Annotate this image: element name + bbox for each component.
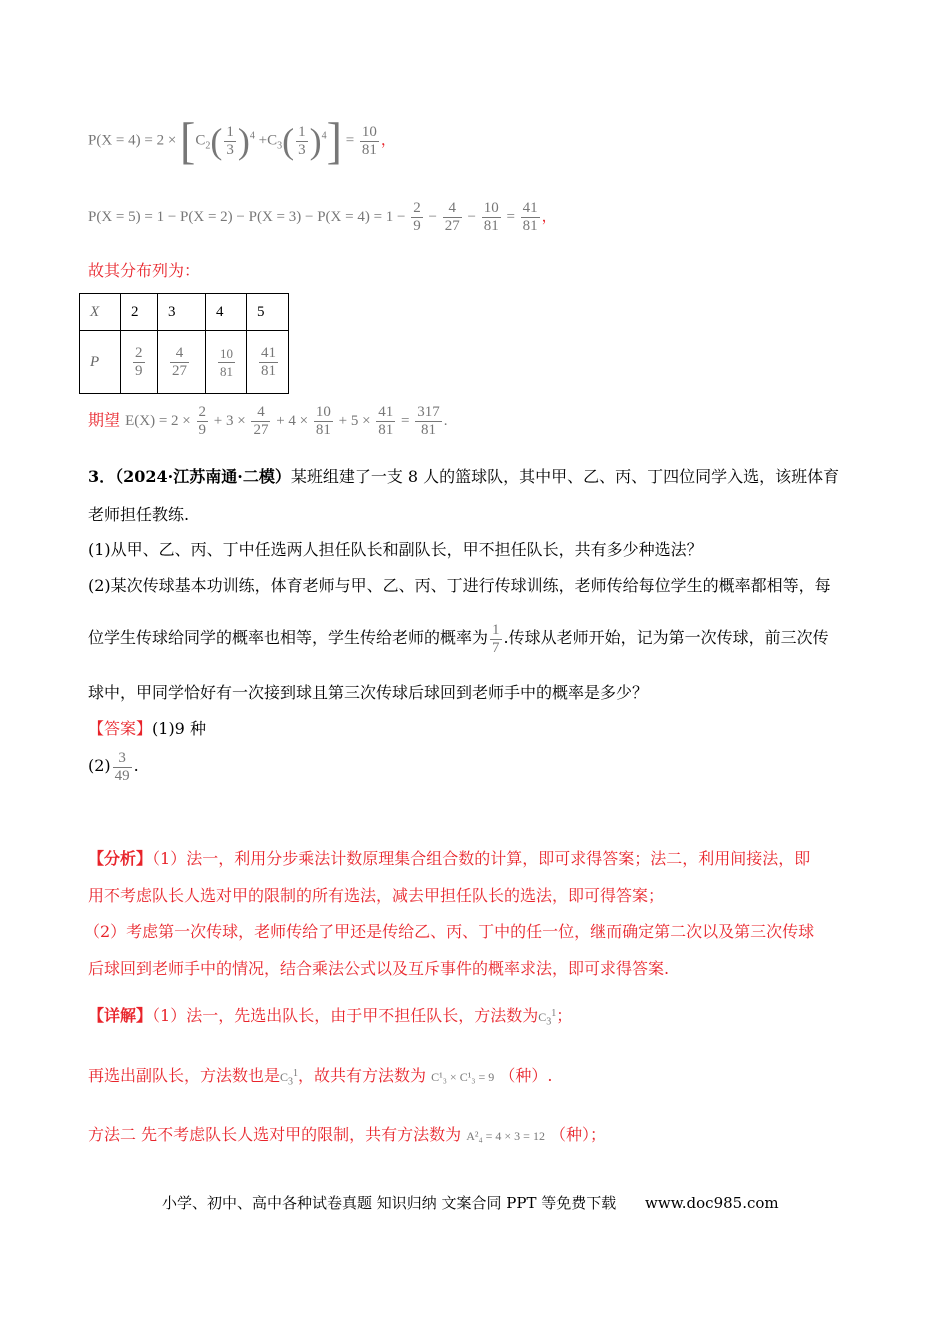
distribution-table xyxy=(79,293,289,394)
problem-q1: (1)从甲、乙、丙、丁中任选两人担任队长和副队长，甲不担任队长，共有多少种选法？ xyxy=(88,540,703,559)
problem-line-1: 3．（2024·江苏南通·二模）某班组建了一支 8 人的篮球队，其中甲、乙、丙、丁四位同学入选，该班体育 xyxy=(88,467,840,486)
table-header-cell: 4 xyxy=(206,294,247,331)
problem-line-2: 老师担任教练. xyxy=(88,505,190,524)
formula-px5: P(X = 5) = 1 − P(X = 2) − P(X = 3) − P(X = 4) = 1 − $\frac{2}{9}$ − $\frac{4}{27}$ − $\frac{10}{81}$ = $\frac{41}{81}$ ， xyxy=(88,200,557,234)
prob-cell: $\frac{2}{9}$ xyxy=(121,331,158,394)
footer xyxy=(162,1192,779,1213)
footer-link[interactable]: www.doc985.com xyxy=(645,1194,779,1212)
footer-text: 小学、初中、高中各种试卷真题 知识归纳 文案合同 PPT 等免费下载 xyxy=(162,1194,617,1212)
formula-px4: $P(X = 4) = 2 \times [C_2$( $\frac{1}{3}$ )$^4 +C_3$( $\frac{1}{3}$ )$^4$] = $\frac{10}{81}$ ， xyxy=(88,112,396,169)
table-header-x: X xyxy=(80,294,121,331)
problem-q2-line3: 球中，甲同学恰好有一次接到球且第三次传球后球回到老师手中的概率是多少？ xyxy=(88,683,649,702)
dist-intro: 故其分布列为： xyxy=(88,261,201,280)
prob-cell: $\frac{10}{81}$ xyxy=(206,331,247,394)
table-row-label-p: P xyxy=(80,331,121,394)
problem-q2-line2: 位学生传球给同学的概率也相等，学生传给老师的概率为 $\frac{1}{7}$ .传球从老师开始，记为第一次传球，前三次传 xyxy=(88,622,829,656)
answer-line-1: 【答案】(1)9 种 xyxy=(88,719,206,738)
table-header-cell: 2 xyxy=(121,294,158,331)
prob-cell: $\frac{4}{27}$ xyxy=(158,331,206,394)
problem-q2-line1: (2)某次传球基本功训练，体育老师与甲、乙、丙、丁进行传球训练，老师传给每位学生的概率都相等，每 xyxy=(88,576,831,595)
analysis-line-3: （2）考虑第一次传球，老师传给了甲还是传给乙、丙、丁中的任一位，继而确定第二次以及第三次传球 xyxy=(84,922,815,941)
detail-line-1: 【详解】（1）法一，先选出队长，由于甲不担任队长，方法数为$C_3^1$； xyxy=(88,1006,573,1028)
expectation: 期望 E(X) = 2 × $\frac{2}{9}$ + 3 × $\frac{4}{27}$ + 4 × $\frac{10}{81}$ + 5 × $\frac{41}{81}$ = $\frac{317}{81}$ . xyxy=(88,404,448,438)
analysis-line-1: 【分析】（1）法一，利用分步乘法计数原理集合组合数的计算，即可求得答案；法二，利用间接法，即 xyxy=(88,849,811,868)
table-header-cell: 3 xyxy=(158,294,206,331)
analysis-line-4: 后球回到老师手中的情况，结合乘法公式以及互斥事件的概率求法，即可求得答案. xyxy=(88,959,670,978)
prob-cell: $\frac{41}{81}$ xyxy=(247,331,289,394)
analysis-line-2: 用不考虑队长人选对甲的限制的所有选法，减去甲担任队长的选法，即可得答案； xyxy=(88,886,665,905)
table-header-cell: 5 xyxy=(247,294,289,331)
answer-line-2: (2) $\frac{3}{49}$ . xyxy=(88,750,139,784)
detail-line-3: 方法二 先不考虑队长人选对甲的限制，共有方法数为 A²₄ = 4 × 3 = 12 （种）； xyxy=(88,1125,607,1144)
detail-line-2: 再选出副队长，方法数也是$C_3^1$，故共有方法数为 C¹₃ × C¹₃ = 9 （种）. xyxy=(88,1066,553,1088)
